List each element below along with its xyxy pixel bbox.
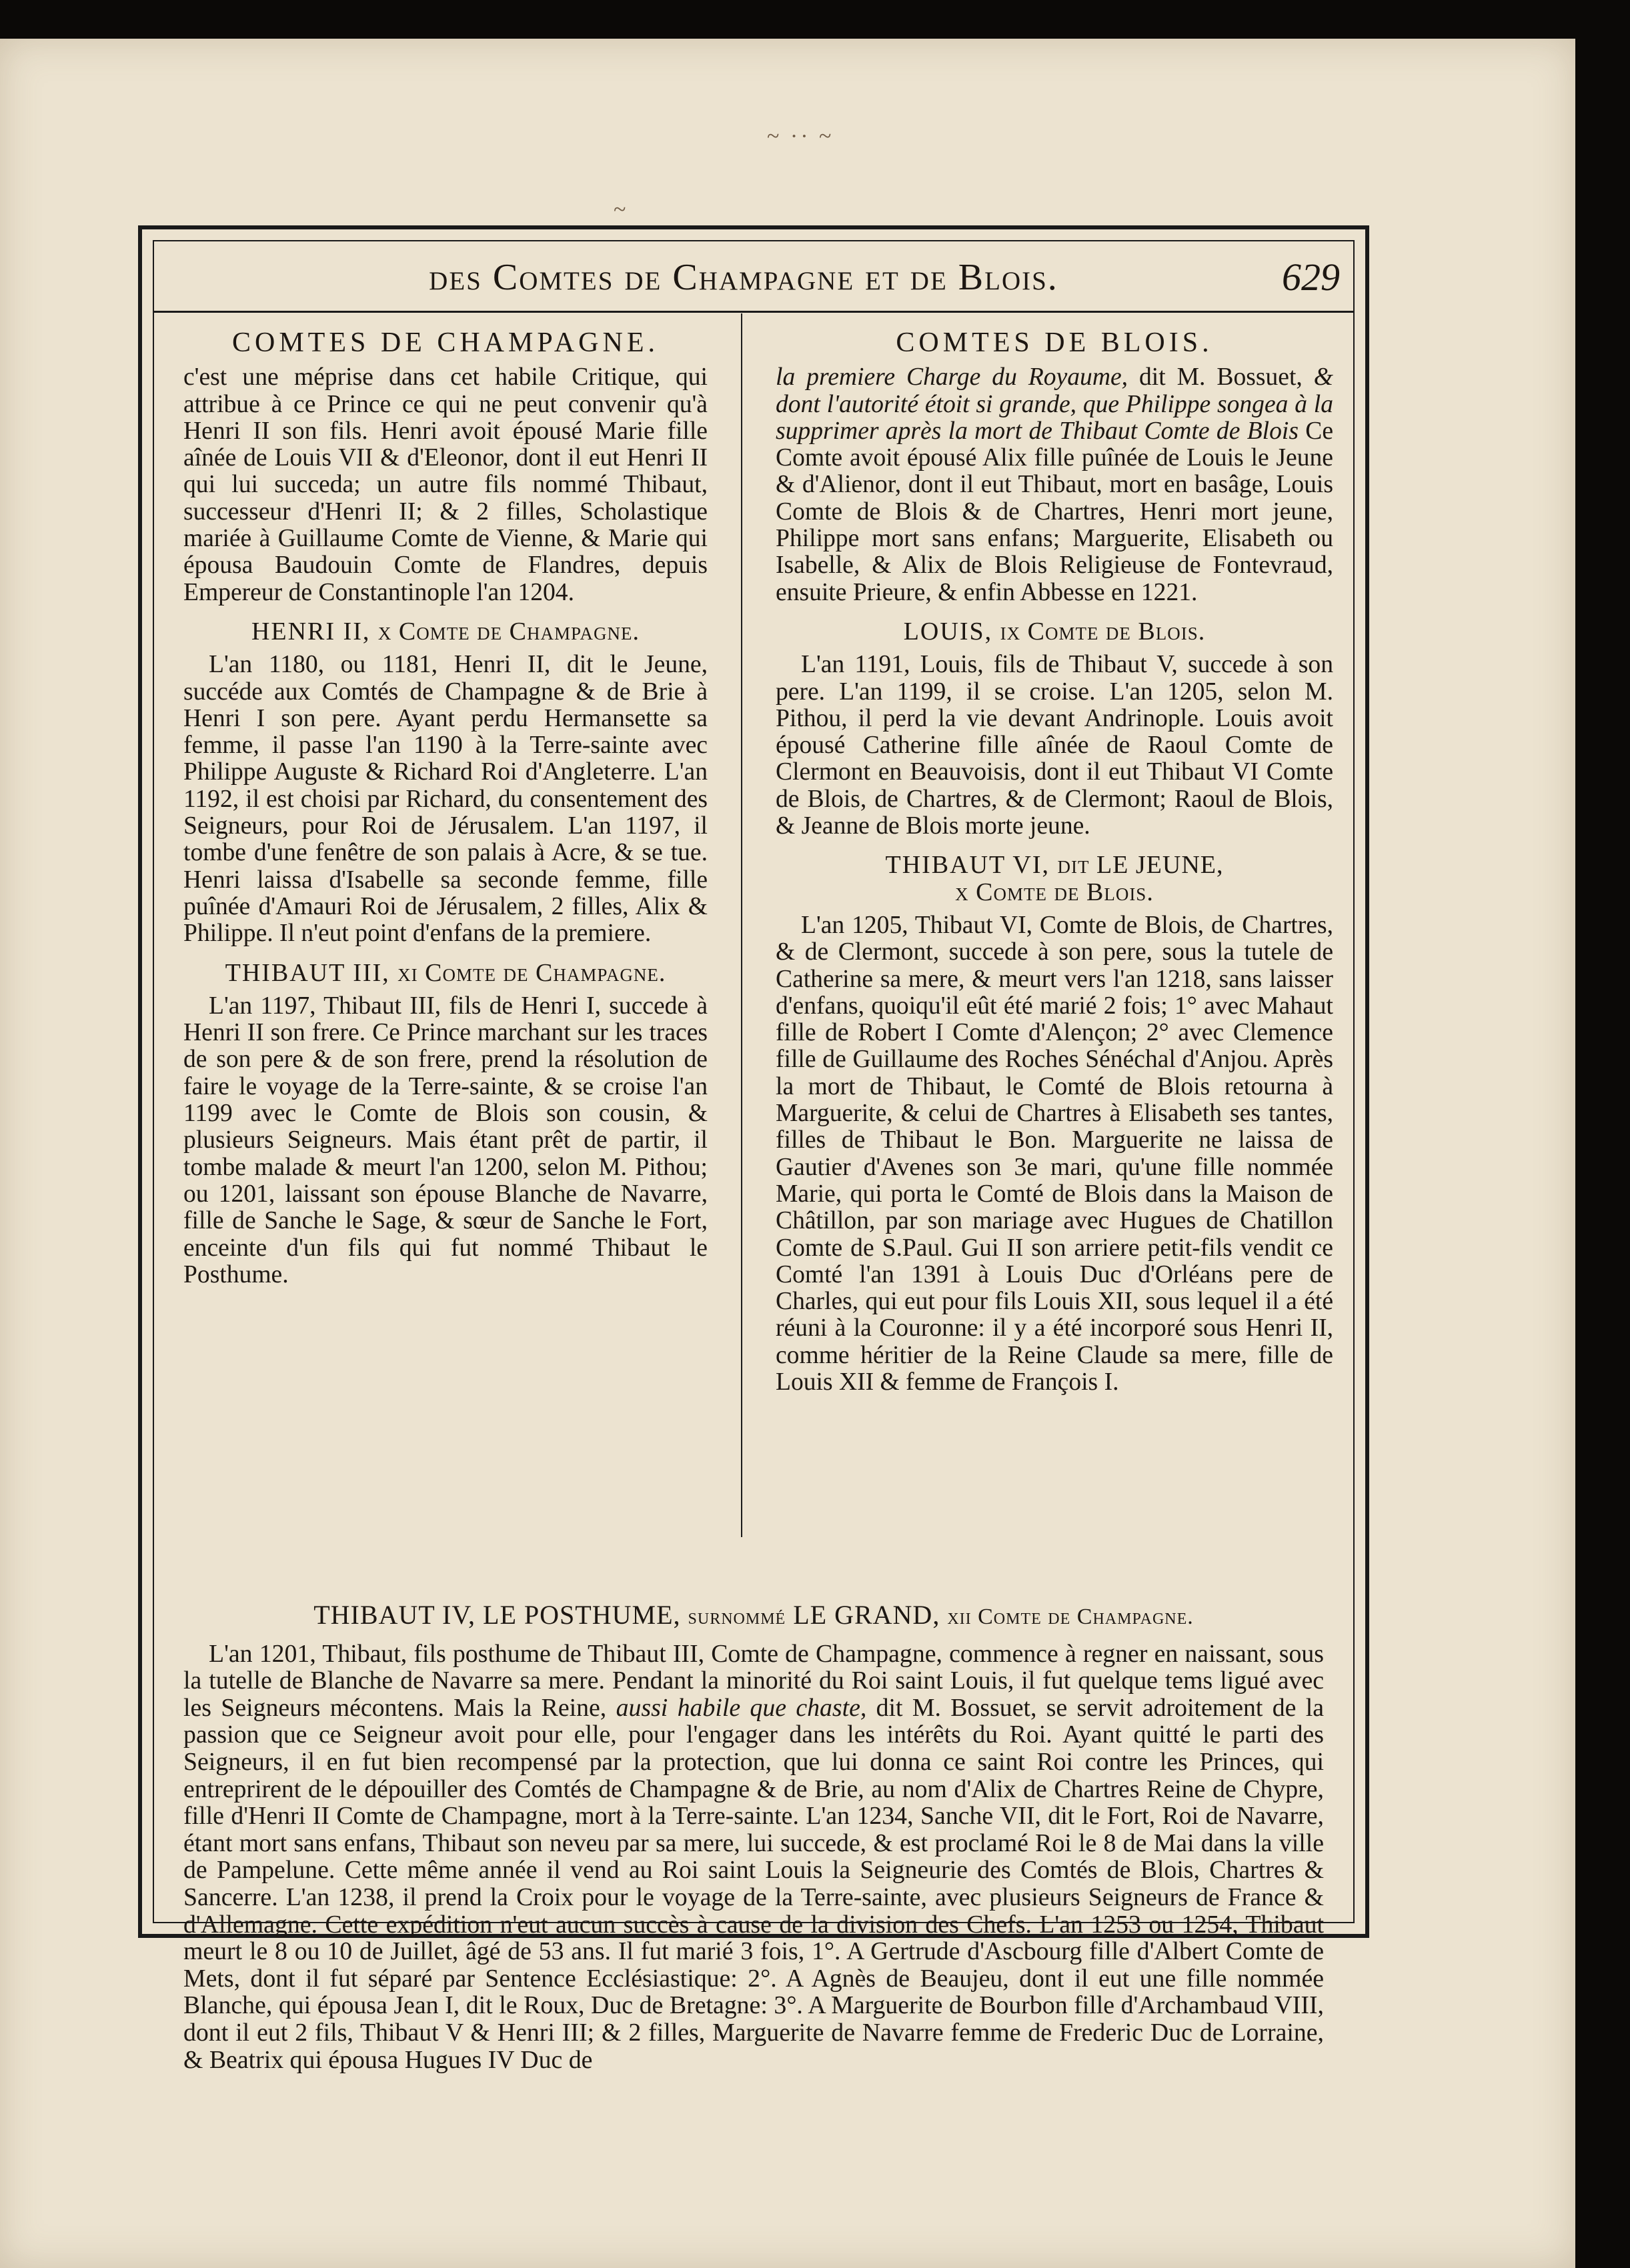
left-column (183, 329, 708, 1350)
thibaut-iv-text: L'an 1201, Thibaut, fils posthume de Thibaut III, Comte de Champagne, commence à regner en naissant, sous la tutelle de Blanche de Navarre sa mere. Pendant la minorité du Roi saint Louis, il fut quelque tems ligué avec les Seigneurs mécontens. Mais la Reine, aussi habile que chaste, dit M. Bossuet, se servit adroitement de la passion que ce Seigneur avoit pour elle, pour l'engager dans les intérêts du Roi. Ayant quitté le parti des Seigneurs, il en fut bien recompensé par la protection, que lui donna ce saint Roi contre les Princes, qui entreprirent de le dépouiller des Comtés de Champagne & de Brie, au nom d'Alix de Chartres Reine de Chypre, fille d'Henri II Comte de Champagne, mort à la Terre-sainte. L'an 1234, Sanche VII, dit le Fort, Roi de Navarre, étant mort sans enfans, Thibaut son neveu par sa mere, lui succede, & est proclamé Roi le 8 de Mai dans la ville de Pampelune. Cette même année il vend au Roi saint Louis la Seigneurie des Comtés de Blois, Chartres & Sancerre. L'an 1238, il prend la Croix pour le voyage de la Terre-sainte, avec plusieurs Seigneurs de France & d'Allemagne. Cette expédition n'eut aucun succès à cause de la division des Chefs. L'an 1253 ou 1254, Thibaut meurt le 8 ou 10 de Juillet, âgé de 53 ans. Il fut marié 3 fois, 1°. A Gertrude d'Ascbourg fille d'Albert Comte de Mets, dont il fut séparé par Sentence Ecclésiastique: 2°. A Agnès de Beaujeu, dont il eut une fille nommée Blanche, qui épousa Jean I, dit le Roux, Duc de Bretagne: 3°. A Marguerite de Bourbon fille d'Archambaud VIII, dont il eut 2 fils, Thibaut V & Henri III; & 2 filles, Marguerite de Navarre femme de Frederic Duc de Lorraine, & Beatrix qui épousa Hugues IV Duc de (183, 1639, 1324, 2074)
thibaut-iii-text: L'an 1197, Thibaut III, fils de Henri I, succede à Henri II son frere. Ce Prince marchant sur les traces de son pere & de son frere, prend la résolution de faire le voyage de la Terre-sainte, & se croise l'an 1199 avec le Comte de Blois son cousin, & plusieurs Seigneurs. Mais étant prêt de partir, il tombe malade & meurt l'an 1200, selon M. Pithou; ou 1201, laissant son épouse Blanche de Navarre, fille de Sanche le Sage, & sœur de Sanche le Fort, enceinte d'un fils qui fut nommé Thibaut le Posthume. (183, 992, 708, 1288)
louis-ix-text: L'an 1191, Louis, fils de Thibaut V, succede à son pere. L'an 1199, il se croise. L'an 1205, selon M. Pithou, il perd la vie devant Andrinople. Louis avoit épousé Catherine fille aînée de Raoul Comte de Clermont en Beauvoisis, dont il eut Thibaut VI Comte de Blois, de Chartres, & de Clermont; Raoul de Blois, & Jeanne de Blois morte jeune. (776, 651, 1333, 840)
left-column-title: COMTES DE CHAMPAGNE. (231, 329, 660, 358)
thibaut-iv-heading: THIBAUT IV, LE POSTHUME, surnommé LE GRAND, xii Comte de Champagne. (313, 1600, 1194, 1630)
right-column (776, 329, 1333, 1503)
bottom-section (183, 1602, 1324, 2076)
thibaut-iii-heading: THIBAUT III, xi Comte de Champagne. (225, 958, 666, 987)
running-head: des Comtes de Champagne et de Blois. (429, 257, 1058, 298)
right-intro-text: la premiere Charge du Royaume, dit M. Bossuet, & dont l'autorité étoit si grande, que Philippe songea à la supprimer après la mort de Thibaut Comte de Blois Ce Comte avoit épousé Alix fille puînée de Louis le Jeune & d'Alienor, dont il eut Thibaut, mort en basâge, Louis Comte de Blois & de Chartres, Henri mort jeune, Philippe mort sans enfans; Marguerite, Elisabeth ou Isabelle, & Alix de Blois Religieuse de Fontevraud, ensuite Prieure, & enfin Abbesse en 1221. (776, 363, 1333, 606)
inner-frame (153, 240, 1355, 2074)
page-header (154, 241, 1353, 313)
louis-ix-heading: LOUIS, ix Comte de Blois. (903, 617, 1206, 646)
left-intro-text: c'est une méprise dans cet habile Critique, qui attribue à ce Prince ce qui ne peut convenir qu'à Henri II son fils. Henri avoit épousé Marie fille aînée de Louis VII & d'Eleonor, dont il eut Henri II qui lui succeda; un autre fils nommé Thibaut, successeur d'Henri II; & 2 filles, Scholastique mariée à Guillaume Comte de Vienne, & Marie qui épousa Baudouin Comte de Flandres, depuis Empereur de Constantinople l'an 1204. (183, 363, 708, 606)
page-frame (138, 225, 1369, 2074)
page-number: 629 (1282, 255, 1340, 299)
paper-stain: ~ (614, 197, 629, 222)
thibaut-vi-text: L'an 1205, Thibaut VI, Comte de Blois, de Chartres, & de Clermont, succede à son pere, sous la tutele de Catherine sa mere, & meurt vers l'an 1218, sans laisser d'enfans, quoiqu'il eût été marié 2 fois; 1° avec Mahaut fille de Robert I Comte d'Alençon; 2° avec Clemence fille de Guillaume des Roches Sénéchal d'Anjou. Après la mort de Thibaut, le Comté de Blois retourna à Marguerite, & celui de Chartres à Elisabeth ses tantes, filles de Thibaut le Bon. Marguerite ne laissa de Gautier d'Avenes son 3e mari, qu'une fille nommée Marie, qui porta le Comté de Blois dans la Maison de Châtillon, par son mariage avec Hugues de Chatillon Comte de S.Paul. Gui II son arriere petit-fils vendit ce Comté l'an 1391 à Louis Duc d'Orléans pere de Charles, qui eut pour fils Louis XII, sous lequel il a été réuni à la Couronne: il y a été incorporé sous Henri II, comme héritier de la Reine Claude sa mere, fille de Louis XII & femme de François I. (776, 911, 1333, 1396)
thibaut-vi-heading: THIBAUT VI, dit LE JEUNE, x Comte de Blois. (885, 851, 1224, 906)
henri-ii-text: L'an 1180, ou 1181, Henri II, dit le Jeune, succéde aux Comtés de Champagne & de Brie à Henri I son pere. Ayant perdu Hermansette sa femme, il passe l'an 1190 à la Terre-sainte avec Philippe Auguste & Richard Roi d'Angleterre. L'an 1192, il est choisi par Richard, du consentement des Seigneurs, pour Roi de Jérusalem. L'an 1197, il tombe d'une fenêtre de son palais à Acre, & se tue. Henri laissa d'Isabelle sa seconde femme, fille puînée d'Amauri Roi de Jérusalem, 2 filles, Alix & Philippe. Il n'eut point d'enfans de la premiere. (183, 651, 708, 948)
column-divider (741, 313, 742, 1537)
paper-stain: ~ ·· ~ (767, 124, 834, 149)
henri-ii-heading: HENRI II, x Comte de Champagne. (251, 617, 640, 646)
right-column-title: COMTES DE BLOIS. (896, 329, 1213, 358)
